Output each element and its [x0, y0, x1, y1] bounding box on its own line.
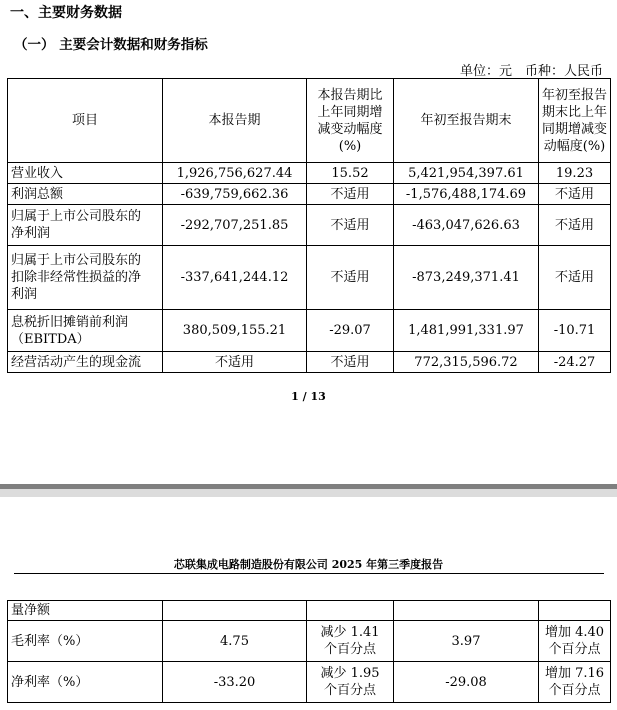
header-current-period: 本报告期: [163, 79, 307, 163]
row-ytd: 772,315,596.72: [394, 352, 539, 373]
row-current: -33.20: [163, 662, 307, 703]
table-row: [8, 601, 611, 621]
row-ytd: -873,249,371.41: [394, 246, 539, 310]
row-current: 不适用: [163, 352, 307, 373]
header-current-change: 本报告期比 上年同期增 减变动幅度 (%): [307, 79, 394, 163]
row-current: -639,759,662.36: [163, 184, 307, 205]
row-current-change: 减少 1.95 个百分点: [307, 662, 394, 703]
row-ytd: [394, 601, 539, 621]
row-ytd-change: 不适用: [539, 184, 611, 205]
row-ytd-change: 增加 7.16 个百分点: [539, 662, 611, 703]
row-ytd: -1,576,488,174.69: [394, 184, 539, 205]
row-item: 经营活动产生的现金流: [8, 352, 163, 373]
financial-data-table-continued: [7, 600, 611, 703]
table-row: [8, 246, 611, 310]
header-item: 项目: [8, 79, 163, 163]
row-current-change: 15.52: [307, 163, 394, 184]
row-current: 4.75: [163, 621, 307, 662]
row-item: 归属于上市公司股东的 扣除非经常性损益的净 利润: [8, 246, 163, 310]
row-ytd-change: 不适用: [539, 205, 611, 246]
row-item: 息税折旧摊销前利润 （EBITDA）: [8, 310, 163, 352]
row-item: 净利率（%）: [8, 662, 163, 703]
table-row: [8, 662, 611, 703]
row-ytd: 1,481,991,331.97: [394, 310, 539, 352]
row-current-change: [307, 601, 394, 621]
table-header-row: [8, 79, 611, 163]
row-ytd-change: [539, 601, 611, 621]
row-ytd: 5,421,954,397.61: [394, 163, 539, 184]
row-current-change: -29.07: [307, 310, 394, 352]
row-item: 利润总额: [8, 184, 163, 205]
report-header: 芯联集成电路制造股份有限公司 2025 年第三季度报告: [173, 558, 444, 571]
unit-currency-line: 单位：元 币种：人民币: [459, 64, 603, 79]
row-ytd: -463,047,626.63: [394, 205, 539, 246]
row-current: [163, 601, 307, 621]
row-ytd-change: -10.71: [539, 310, 611, 352]
table-row: [8, 621, 611, 662]
page-number: 1 / 13: [291, 390, 326, 403]
row-current-change: 不适用: [307, 205, 394, 246]
row-ytd-change: 19.23: [539, 163, 611, 184]
row-current: 380,509,155.21: [163, 310, 307, 352]
row-current-change: 减少 1.41 个百分点: [307, 621, 394, 662]
row-current-change: 不适用: [307, 246, 394, 310]
table-row: [8, 205, 611, 246]
table-row: [8, 310, 611, 352]
header-rule: [14, 573, 604, 574]
financial-data-table: [7, 78, 611, 373]
row-ytd: -29.08: [394, 662, 539, 703]
subsection-title: （一） 主要会计数据和财务指标: [14, 37, 208, 53]
header-ytd: 年初至报告期末: [394, 79, 539, 163]
row-item: 量净额: [8, 601, 163, 621]
row-ytd-change: 不适用: [539, 246, 611, 310]
row-ytd-change: 增加 4.40 个百分点: [539, 621, 611, 662]
table-row: [8, 184, 611, 205]
row-current: -292,707,251.85: [163, 205, 307, 246]
header-ytd-change: 年初至报告 期末比上年 同期增减变 动幅度(%): [539, 79, 611, 163]
row-current: -337,641,244.12: [163, 246, 307, 310]
row-item: 毛利率（%）: [8, 621, 163, 662]
row-current-change: 不适用: [307, 184, 394, 205]
table-row: [8, 163, 611, 184]
row-item: 归属于上市公司股东的 净利润: [8, 205, 163, 246]
row-item: 营业收入: [8, 163, 163, 184]
row-current: 1,926,756,627.44: [163, 163, 307, 184]
row-current-change: 不适用: [307, 352, 394, 373]
row-ytd: 3.97: [394, 621, 539, 662]
table-row: [8, 352, 611, 373]
page-separator-shade: [0, 489, 617, 497]
section-title: 一、主要财务数据: [10, 5, 122, 21]
row-ytd-change: -24.27: [539, 352, 611, 373]
